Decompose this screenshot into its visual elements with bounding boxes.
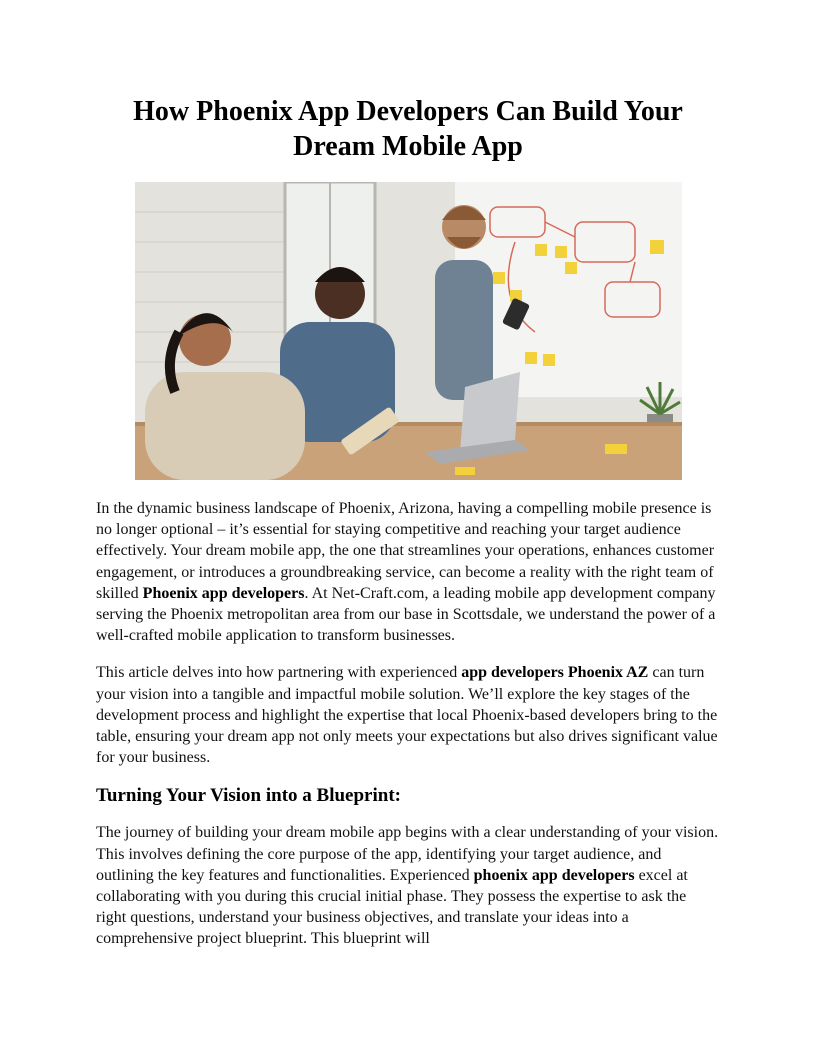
- intro-text-1: In the dynamic business landscape of Phoenix, Arizona, having a compelling mobile presence is no longer optional – it’s essential for staying competitive and reaching your target audience effectively. Your dream mobile app, the one that streamlines your operations, enhances customer engagement, or introduces a groundbreaking service, can become a reality with the right team of skilled: [96, 500, 715, 602]
- section-text-1: The journey of building your dream mobile app begins with a clear understanding of your vision. This involves defining the core purpose of the app, identifying your target audience, and outlining the key features and functionalities. Experienced: [96, 824, 719, 884]
- section-keyword: phoenix app developers: [473, 866, 635, 884]
- section-paragraph: [96, 822, 720, 949]
- overview-text-2: can turn your vision into a tangible and impactful mobile solution. We’ll explore the key stages of the development process and highlight the expertise that local Phoenix-based developers bring to the table, ensuring your dream app not only meets your expectations but also drives significant value for your business.: [96, 664, 718, 767]
- intro-text-2: . At Net-Craft.com, a leading mobile app development company serving the Phoenix metropolitan area from our base in Scottsdale, we understand the power of a well-crafted mobile application to transform businesses.: [96, 584, 716, 645]
- article-overview-paragraph: [96, 662, 720, 768]
- team-photo-icon: [135, 182, 682, 480]
- section-heading: Turning Your Vision into a Blueprint:: [96, 785, 401, 807]
- overview-keyword: app developers Phoenix AZ: [461, 664, 649, 682]
- intro-paragraph: [96, 498, 720, 646]
- overview-text-1: This article delves into how partnering with experienced: [96, 664, 462, 682]
- intro-keyword: Phoenix app developers: [142, 584, 305, 602]
- section-text-2: excel at collaborating with you during this crucial initial phase. They possess the expertise to ask the right questions, understand your business objectives, and translate your ideas into a comprehensive project blueprint. This blueprint will: [96, 866, 688, 948]
- page-title: How Phoenix App Developers Can Build Your Dream Mobile App: [133, 96, 683, 162]
- hero-image: [135, 182, 682, 480]
